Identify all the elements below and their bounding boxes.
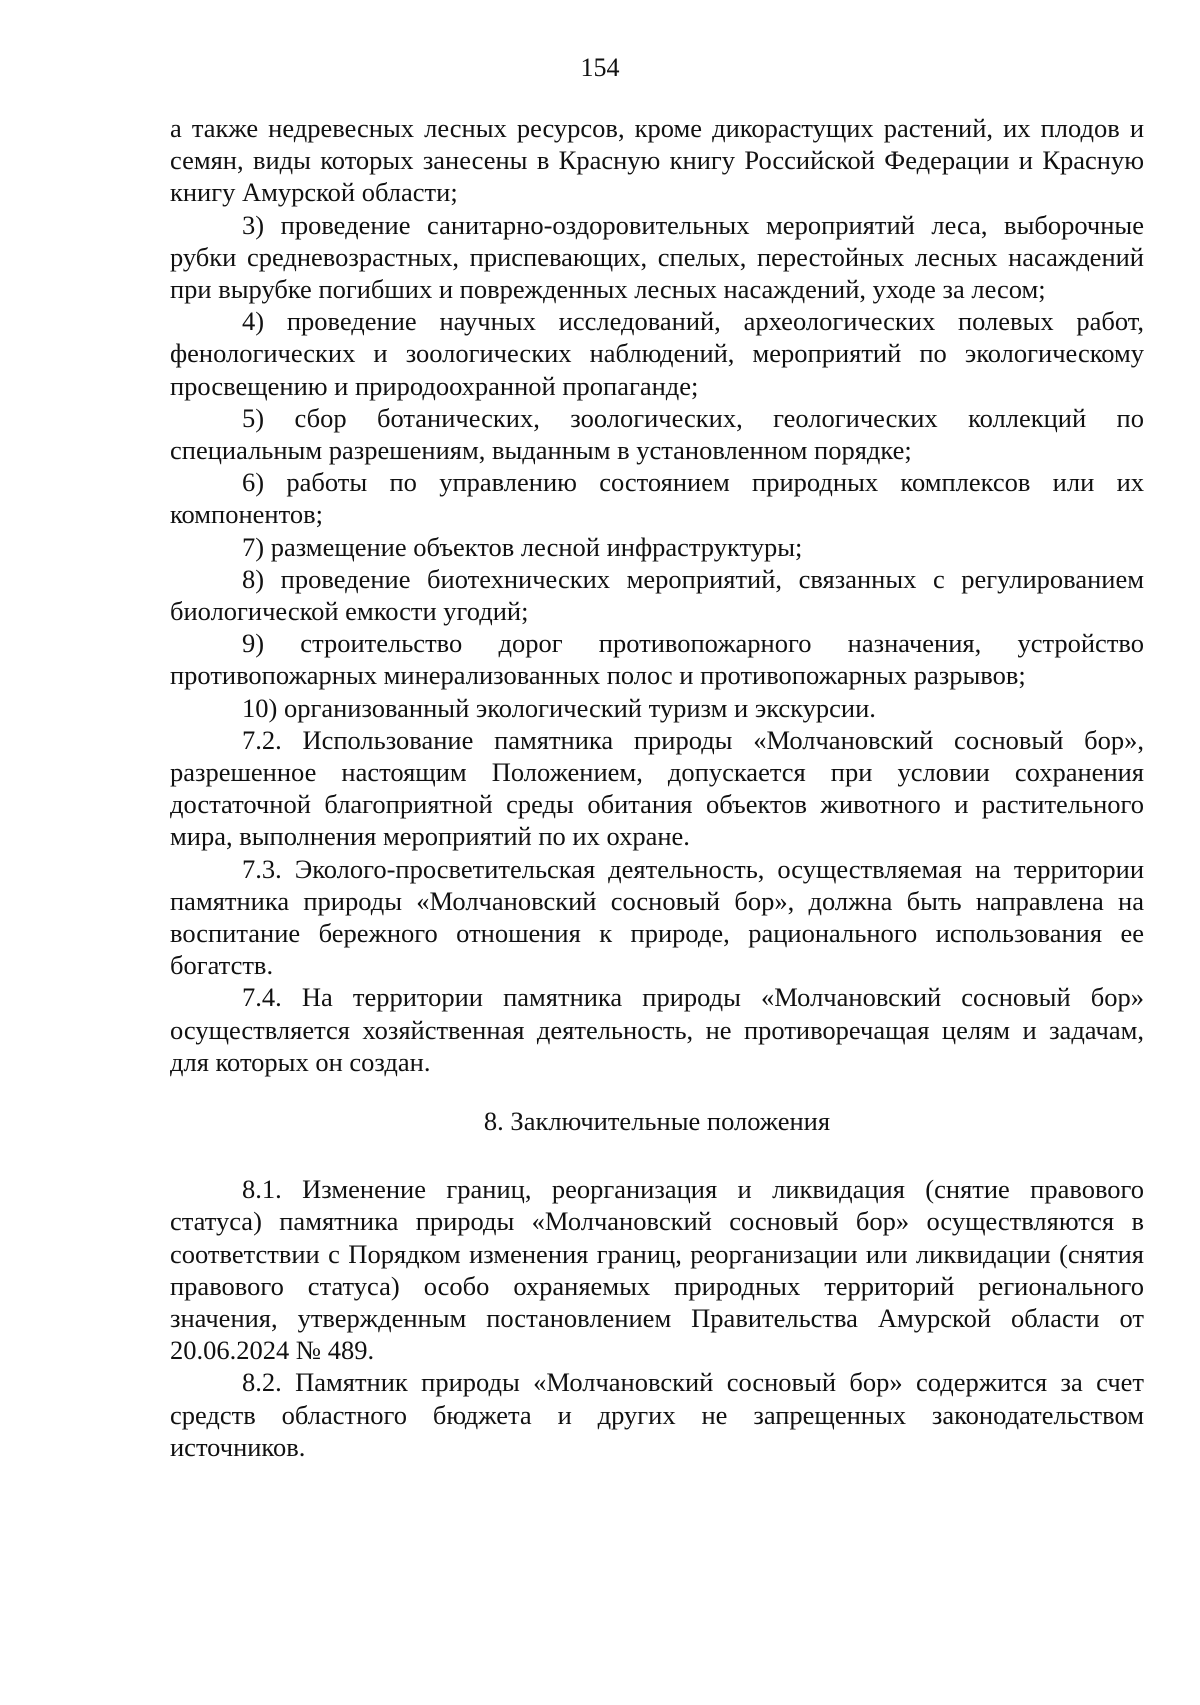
paragraph: 8.2. Памятник природы «Молчановский сосновый бор» содержится за счет средств областного бюджета и других не запрещенных законодательством источников. (170, 1367, 1144, 1462)
paragraph: 7.2. Использование памятника природы «Молчановский сосновый бор», разрешенное настоящим Положением, допускается при условии сохранения достаточной благоприятной среды обитания объектов животного и растительного мира, выполнения мероприятий по их охране. (170, 724, 1144, 852)
paragraph: 7.3. Эколого-просветительская деятельность, осуществляемая на территории памятника природы «Молчановский сосновый бор», должна быть направлена на воспитание бережного отношения к природе, рационального использования ее богатств. (170, 853, 1144, 981)
paragraphs-before (170, 112, 1144, 1078)
paragraph: 8.1. Изменение границ, реорганизация и ликвидация (снятие правового статуса) памятника природы «Молчановский сосновый бор» осуществляются в соответствии с Порядком изменения границ, реорганизации или ликвидации (снятия правового статуса) особо охраняемых природных территорий регионального значения, утвержденным постановлением Правительства Амурской области от 20.06.2024 № 489. (170, 1174, 1144, 1366)
section-heading: 8. Заключительные положения (483, 1106, 831, 1137)
page-number: 154 (580, 53, 620, 82)
paragraph: 4) проведение научных исследований, археологических полевых работ, фенологических и зоологических наблюдений, мероприятий по экологическому просвещению и природоохранной пропаганде; (170, 306, 1144, 401)
paragraph: 9) строительство дорог противопожарного назначения, устройство противопожарных минерализованных полос и противопожарных разрывов; (170, 628, 1144, 691)
document-body (170, 112, 1144, 1463)
paragraphs-after (170, 1173, 1144, 1463)
paragraph: 5) сбор ботанических, зоологических, геологических коллекций по специальным разрешениям, выданным в установленном порядке; (170, 402, 1144, 466)
paragraph: 7) размещение объектов лесной инфраструктуры; (242, 531, 803, 562)
paragraph: 10) организованный экологический туризм и экскурсии. (242, 692, 876, 723)
paragraph: 3) проведение санитарно-оздоровительных мероприятий леса, выборочные рубки средневозрастных, приспевающих, спелых, перестойных лесных насаждений при вырубке погибших и поврежденных лесных насаждений, уходе за лесом; (170, 209, 1144, 305)
paragraph: 7.4. На территории памятника природы «Молчановский сосновый бор» осуществляется хозяйственная деятельность, не противоречащая целям и задачам, для которых он создан. (170, 982, 1144, 1077)
paragraph: а также недревесных лесных ресурсов, кроме дикорастущих растений, их плодов и семян, виды которых занесены в Красную книгу Российской Федерации и Красную книгу Амурской области; (170, 113, 1144, 208)
paragraph: 8) проведение биотехнических мероприятий, связанных с регулированием биологической емкости угодий; (170, 563, 1144, 627)
paragraph: 6) работы по управлению состоянием природных комплексов или их компонентов; (170, 467, 1144, 530)
